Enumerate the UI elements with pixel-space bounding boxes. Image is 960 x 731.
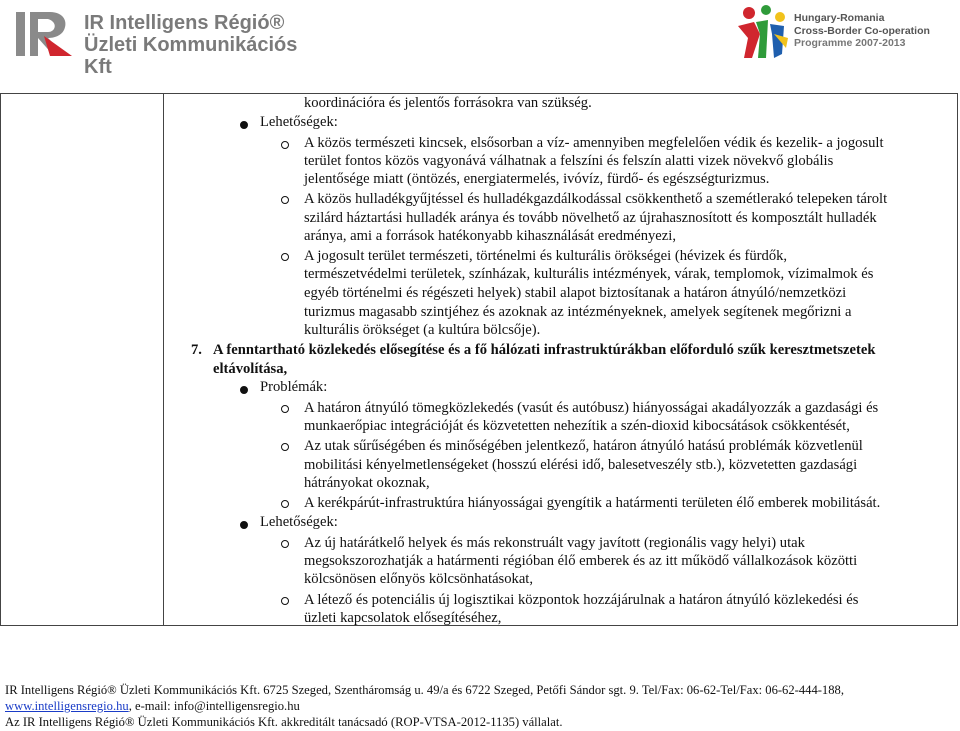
ir-logo [14, 8, 304, 78]
table-content-cell [164, 94, 959, 625]
bullet-icon [281, 141, 289, 149]
hu-ro-line1: Hungary-Romania [794, 12, 885, 24]
text-line: A kerékpárút-infrastruktúra hiányosságai gyengítik a határmenti területen élő emberek mobilitását. [304, 495, 881, 511]
text-line: munkaerőpiac integrációját és közvetetten nehezítik a szén-dioxid kibocsátások csökkentését, [304, 418, 850, 434]
footer-accreditation: Az IR Intelligens Régió® Üzleti Kommunikációs Kft. akkreditált tanácsadó (ROP-VTSA-2012-1135) vállalat. [5, 715, 563, 729]
opportunities-label: Lehetőségek: [260, 114, 338, 130]
hu-ro-line2: Cross-Border Co-operation [794, 24, 930, 37]
section-number: 7. [191, 342, 202, 358]
text-line: szilárd háztartási hulladék aránya és tovább növelhető az újrahasznosított és komposztált hulladék [304, 210, 877, 226]
ir-logo-mark [14, 8, 76, 60]
text-line: egyéb történelmi és régészeti helyek) stabil alapot biztosítanak a határon átnyúló/nemzetközi [304, 285, 847, 301]
text-line: turizmus magasabb szintjéhez és azoknak az intézményeknek, amelyek segítenek megőrizni a [304, 304, 852, 320]
text-line: hátrányokat okoznak, [304, 475, 430, 491]
footer-email: , e-mail: info@intelligensregio.hu [128, 699, 300, 713]
opportunities-label: Lehetőségek: [260, 514, 338, 530]
problems-label: Problémák: [260, 379, 328, 395]
text-line: mobilitási kényelmetlenségeket (hosszú elérési idő, balesetveszély stb.), közvetetten gazdasági [304, 457, 858, 473]
hu-ro-logo-mark [732, 4, 790, 60]
bullet-icon [281, 443, 289, 451]
text-line: A jogosult terület természeti, történelmi és kulturális örökségei (hévizek és fürdők, [304, 248, 788, 264]
bullet-icon [240, 521, 248, 529]
text-line: aránya, ami a források hatékonyabb kihasználását eredményezi, [304, 228, 676, 244]
text-line: kulturális örökséget (a kultúra bölcsője). [304, 322, 541, 338]
hu-ro-programme-logo [732, 2, 952, 62]
text-line: A határon átnyúló tömegközlekedés (vasút és autóbusz) hiányosságai akadályozzák a gazdasági és [304, 400, 879, 416]
text-line: terület fontos közös vagyonává válhatnak a felszíni és felszín alatti vizek növekvő globális [304, 153, 834, 169]
section-title: A fenntartható közlekedés elősegítése és a fő hálózati infrastruktúrákban előforduló szűk keresztmetszetek [213, 342, 876, 358]
page-header [0, 0, 960, 90]
bullet-icon [281, 196, 289, 204]
content-table [0, 93, 958, 626]
section-title: eltávolítása, [213, 361, 288, 377]
bullet-icon [281, 500, 289, 508]
text-line: üzleti kapcsolatok elősegítéséhez, [304, 610, 502, 626]
bullet-icon [281, 405, 289, 413]
text-line: kölcsönösen előnyös kölcsönhatásokat, [304, 571, 534, 587]
text-line: koordinációra és jelentős forrásokra van szükség. [304, 95, 592, 111]
bullet-icon [281, 597, 289, 605]
footer-contact [5, 698, 955, 714]
text-line: megsokszorozhatják a határmenti régióban élő emberek és az itt működő vállalkozások közötti [304, 553, 858, 569]
website-link[interactable]: www.intelligensregio.hu [5, 699, 129, 713]
text-line: A létező és potenciális új logisztikai központok hozzájárulnak a határon átnyúló közlekedési és [304, 592, 859, 608]
footer-address: IR Intelligens Régió® Üzleti Kommunikációs Kft. 6725 Szeged, Szentháromság u. 49/a és 6722 Szeged, Petőfi Sándor sgt. 9. Tel/Fax: 06-62-Tel/Fax: 06-62-444-188, [5, 683, 844, 697]
text-line: Az új határátkelő helyek és más rekonstruált vagy javított (regionális vagy helyi) utak [304, 535, 805, 551]
bullet-icon [281, 540, 289, 548]
text-line: jelentősége miatt (öntözés, energiatermelés, ivóvíz, fürdő- és egészségturizmus. [304, 171, 770, 187]
ir-logo-line2: Üzleti Kommunikációs Kft [84, 34, 298, 78]
bullet-icon [240, 121, 248, 129]
text-line: A közös természeti kincsek, elsősorban a víz- amennyiben megfelelően védik és kezelik- a jogosult [304, 135, 884, 151]
ir-logo-line1: IR Intelligens Régió® [84, 12, 285, 34]
hu-ro-line3: Programme 2007-2013 [794, 37, 906, 49]
page-footer [5, 682, 955, 730]
text-line: A közös hulladékgyűjtéssel és hulladékgazdálkodással csökkenthető a szemétlerakó telepeken tárolt [304, 191, 888, 207]
text-line: természetvédelmi területek, színházak, kulturális intézmények, várak, templomok, vízimalmok és [304, 266, 874, 282]
bullet-icon [240, 386, 248, 394]
text-line: Az utak sűrűségében és minőségében jelentkező, határon átnyúló hatású problémák közvetlenül [304, 438, 863, 454]
bullet-icon [281, 253, 289, 261]
